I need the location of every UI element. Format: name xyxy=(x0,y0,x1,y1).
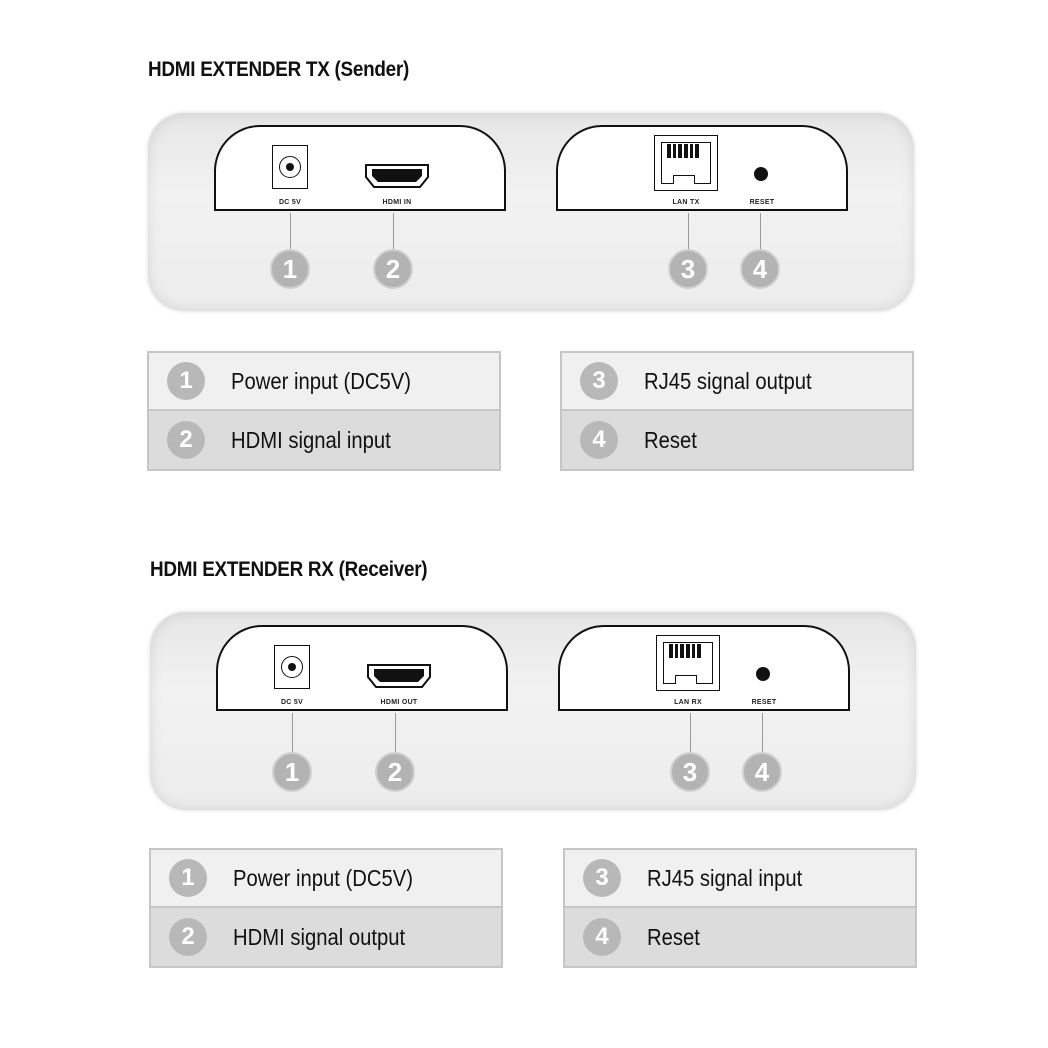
rx-front-unit xyxy=(216,625,508,711)
rx-reset-label: RESET xyxy=(751,699,777,706)
tx-dc-label: DC 5V xyxy=(278,199,302,206)
legend-number: 2 xyxy=(167,421,205,459)
rx-leader-2 xyxy=(395,713,396,752)
rx-leader-1 xyxy=(292,713,293,752)
tx-leader-4 xyxy=(760,213,761,249)
rx-callout-1: 1 xyxy=(272,752,312,792)
tx-legend-right xyxy=(560,351,914,471)
legend-text: Reset xyxy=(647,923,700,950)
rx-leader-3 xyxy=(690,713,691,752)
legend-row xyxy=(562,411,912,469)
tx-device-panel xyxy=(148,113,914,311)
legend-text: Reset xyxy=(644,426,697,453)
tx-callout-1: 1 xyxy=(270,249,310,289)
rx-legend-left xyxy=(149,848,503,968)
legend-number: 3 xyxy=(580,362,618,400)
legend-number: 4 xyxy=(583,918,621,956)
tx-lan-label: LAN TX xyxy=(672,199,700,206)
legend-row xyxy=(562,353,912,411)
legend-number: 3 xyxy=(583,859,621,897)
tx-legend-left xyxy=(147,351,501,471)
rx-callout-4: 4 xyxy=(742,752,782,792)
rx-legend-right xyxy=(563,848,917,968)
reset-hole-icon xyxy=(754,167,768,181)
tx-callout-2: 2 xyxy=(373,249,413,289)
tx-reset-label: RESET xyxy=(749,199,775,206)
rx-leader-4 xyxy=(762,713,763,752)
legend-number: 1 xyxy=(169,859,207,897)
tx-callout-3: 3 xyxy=(668,249,708,289)
legend-row xyxy=(565,908,915,966)
legend-number: 1 xyxy=(167,362,205,400)
tx-section-title: HDMI EXTENDER TX (Sender) xyxy=(148,58,410,81)
legend-row xyxy=(151,850,501,908)
hdmi-port-icon xyxy=(366,663,432,689)
legend-row xyxy=(151,908,501,966)
tx-leader-1 xyxy=(290,213,291,249)
legend-number: 4 xyxy=(580,421,618,459)
reset-hole-icon xyxy=(756,667,770,681)
tx-callout-4: 4 xyxy=(740,249,780,289)
rx-hdmi-label: HDMI OUT xyxy=(380,699,418,706)
tx-rear-unit xyxy=(556,125,848,211)
dc-power-jack-icon xyxy=(272,145,308,189)
legend-text: HDMI signal input xyxy=(231,426,391,453)
rx-dc-label: DC 5V xyxy=(280,699,304,706)
legend-row xyxy=(149,353,499,411)
rj45-port-icon xyxy=(656,635,720,691)
tx-leader-2 xyxy=(393,213,394,249)
hdmi-port-icon xyxy=(364,163,430,189)
rx-lan-label: LAN RX xyxy=(674,699,702,706)
rx-callout-3: 3 xyxy=(670,752,710,792)
rx-device-panel xyxy=(150,612,916,810)
legend-text: Power input (DC5V) xyxy=(231,367,411,394)
rx-callout-2: 2 xyxy=(375,752,415,792)
rj45-port-icon xyxy=(654,135,718,191)
tx-hdmi-label: HDMI IN xyxy=(382,199,412,206)
legend-text: RJ45 signal output xyxy=(644,367,812,394)
dc-power-jack-icon xyxy=(274,645,310,689)
legend-text: RJ45 signal input xyxy=(647,864,803,891)
tx-front-unit xyxy=(214,125,506,211)
tx-leader-3 xyxy=(688,213,689,249)
legend-row xyxy=(149,411,499,469)
legend-text: Power input (DC5V) xyxy=(233,864,413,891)
legend-number: 2 xyxy=(169,918,207,956)
legend-text: HDMI signal output xyxy=(233,923,406,950)
legend-row xyxy=(565,850,915,908)
rx-section-title: HDMI EXTENDER RX (Receiver) xyxy=(150,558,428,581)
rx-rear-unit xyxy=(558,625,850,711)
